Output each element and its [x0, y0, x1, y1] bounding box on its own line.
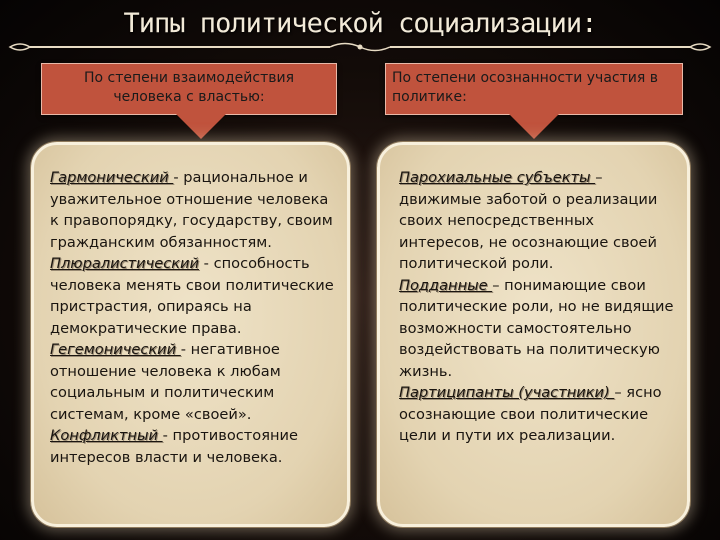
- header-right-line-2: политике:: [392, 89, 467, 105]
- desc-conflict: - противостояние интересов власти и человека.: [50, 427, 299, 466]
- header-interaction-with-power: [41, 63, 337, 115]
- desc-subjects: – понимающие свои политические роли, но не видящие возможности самостоятельно воздействовать на политическую жизнь.: [399, 276, 674, 380]
- desc-hegemonic: - негативное отношение человека к любам социальным и политическим системам, кроме «своей».: [50, 341, 281, 423]
- page-title: Типы политической социализации:: [123, 8, 597, 39]
- term-parochial: Парохиальные субъекты: [399, 169, 596, 186]
- term-conflict: Конфликтный: [50, 427, 163, 444]
- desc-parochial: – движимые заботой о реализации своих непосредственных интересов, не осознающие своей политической роли.: [399, 169, 658, 272]
- card-awareness-types: [377, 142, 690, 527]
- card-right-text: [399, 167, 677, 447]
- header-left-line-1: По степени взаимодействия: [84, 70, 294, 86]
- arrow-down-icon-right: [508, 113, 560, 139]
- desc-harmonic: - рациональное и уважительное отношение человека к правопорядку, государству, своим гражданским обязанностям.: [50, 169, 333, 251]
- desc-pluralistic: - способность человека менять свои политические пристрастия, опираясь на демократические права.: [50, 255, 334, 337]
- term-harmonic: Гармонический: [50, 169, 174, 186]
- term-participants: Партиципанты (участники): [399, 384, 615, 401]
- card-left-text: [50, 167, 337, 468]
- ornamental-divider: [0, 38, 720, 56]
- arrow-down-icon-left: [175, 113, 227, 139]
- desc-participants: – ясно осознающие свои политические цели и пути их реализации.: [399, 384, 662, 444]
- header-awareness-of-participation: [385, 63, 683, 115]
- header-right-line-1: По степени осознанности участия в: [392, 70, 658, 86]
- card-interaction-types: [31, 142, 350, 527]
- term-subjects: Подданные: [399, 276, 493, 294]
- header-left-line-2: человека с властью:: [113, 89, 265, 105]
- term-pluralistic: Плюралистический: [50, 255, 200, 272]
- term-hegemonic: Гегемонический: [50, 341, 181, 358]
